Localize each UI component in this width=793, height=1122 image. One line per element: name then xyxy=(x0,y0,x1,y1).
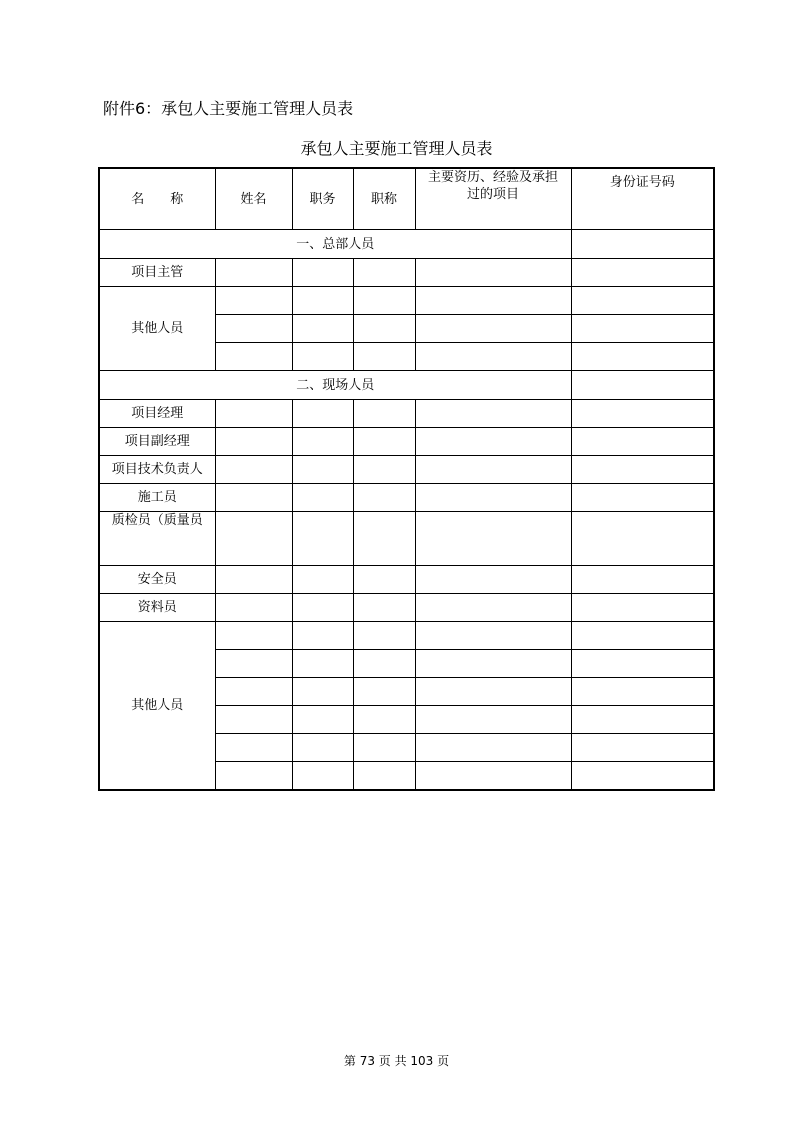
table-cell xyxy=(415,678,571,706)
table-cell xyxy=(353,259,415,287)
table-cell xyxy=(353,650,415,678)
table-cell xyxy=(415,512,571,566)
table-cell xyxy=(571,622,714,650)
role-project-director: 项目主管 xyxy=(99,259,215,287)
table-cell xyxy=(292,650,353,678)
table-cell xyxy=(353,456,415,484)
page-footer: 第 73 页 共 103 页 xyxy=(343,1054,450,1068)
table-cell xyxy=(215,706,292,734)
table-cell xyxy=(292,622,353,650)
table-cell xyxy=(571,678,714,706)
table-cell xyxy=(415,456,571,484)
table-cell xyxy=(353,315,415,343)
table-cell xyxy=(215,678,292,706)
table-cell xyxy=(292,566,353,594)
header-qualifications-line2: 过的项目 xyxy=(466,187,519,202)
role-deputy-manager: 项目副经理 xyxy=(99,428,215,456)
table-cell xyxy=(415,400,571,428)
table-cell xyxy=(571,734,714,762)
table-row xyxy=(99,622,714,650)
table-row xyxy=(99,594,714,622)
header-qualifications xyxy=(415,168,571,230)
header-name: 姓名 xyxy=(215,168,292,230)
table-cell xyxy=(571,428,714,456)
table-cell xyxy=(571,456,714,484)
table-cell xyxy=(292,762,353,791)
table-cell xyxy=(292,734,353,762)
role-project-manager: 项目经理 xyxy=(99,400,215,428)
table-cell xyxy=(353,343,415,371)
table-cell xyxy=(292,484,353,512)
table-row xyxy=(99,400,714,428)
table-cell xyxy=(292,678,353,706)
section-row-site xyxy=(99,371,714,400)
table-cell xyxy=(571,512,714,566)
table-cell xyxy=(571,650,714,678)
table-cell xyxy=(415,484,571,512)
table-row xyxy=(99,456,714,484)
table-cell xyxy=(215,484,292,512)
table-cell xyxy=(571,371,714,400)
table-cell xyxy=(292,259,353,287)
table-cell xyxy=(571,566,714,594)
table-cell xyxy=(215,512,292,566)
table-cell xyxy=(215,428,292,456)
table-cell xyxy=(292,706,353,734)
table-cell xyxy=(215,566,292,594)
table-cell xyxy=(415,594,571,622)
table-cell xyxy=(353,566,415,594)
role-technical-lead: 项目技术负责人 xyxy=(99,456,215,484)
header-title: 职称 xyxy=(353,168,415,230)
table-cell xyxy=(353,734,415,762)
table-cell xyxy=(215,762,292,791)
table-row xyxy=(99,484,714,512)
table-cell xyxy=(292,594,353,622)
table-cell xyxy=(353,762,415,791)
table-cell xyxy=(353,287,415,315)
table-cell xyxy=(571,259,714,287)
table-cell xyxy=(353,594,415,622)
table-cell xyxy=(415,650,571,678)
table-cell xyxy=(353,678,415,706)
table-cell xyxy=(353,400,415,428)
table-cell xyxy=(571,287,714,315)
table-cell xyxy=(292,428,353,456)
header-role: 名 称 xyxy=(99,168,215,230)
table-cell xyxy=(292,315,353,343)
table-row xyxy=(99,428,714,456)
table-cell xyxy=(292,343,353,371)
section-row-headquarters xyxy=(99,230,714,259)
table-cell xyxy=(571,343,714,371)
section-headquarters: 一、总部人员 xyxy=(99,230,571,259)
table-cell xyxy=(571,484,714,512)
table-title: 承包人主要施工管理人员表 xyxy=(300,139,493,158)
table-cell xyxy=(215,456,292,484)
table-cell xyxy=(415,734,571,762)
table-cell xyxy=(571,594,714,622)
table-cell xyxy=(215,622,292,650)
table-cell xyxy=(292,400,353,428)
table-cell xyxy=(353,622,415,650)
table-cell xyxy=(571,762,714,791)
table-cell xyxy=(353,706,415,734)
table-cell xyxy=(292,456,353,484)
table-cell xyxy=(415,566,571,594)
table-cell xyxy=(215,734,292,762)
role-quality-inspector: 质检员（质量员 xyxy=(99,512,215,566)
table-cell xyxy=(215,287,292,315)
table-cell xyxy=(571,230,714,259)
role-site-other: 其他人员 xyxy=(99,622,215,791)
table-cell xyxy=(215,259,292,287)
table-cell xyxy=(571,400,714,428)
role-hq-other: 其他人员 xyxy=(99,287,215,371)
table-cell xyxy=(415,706,571,734)
header-qualifications-line1: 主要资历、经验及承担 xyxy=(427,170,558,185)
table-cell xyxy=(571,315,714,343)
table-cell xyxy=(571,706,714,734)
staff-table xyxy=(98,167,715,791)
table-cell xyxy=(353,428,415,456)
role-safety-officer: 安全员 xyxy=(99,566,215,594)
table-cell xyxy=(415,259,571,287)
table-cell xyxy=(292,287,353,315)
table-cell xyxy=(215,650,292,678)
table-cell xyxy=(215,315,292,343)
section-site: 二、现场人员 xyxy=(99,371,571,400)
table-cell xyxy=(415,622,571,650)
table-cell xyxy=(353,484,415,512)
header-id-number: 身份证号码 xyxy=(571,168,714,230)
role-constructor: 施工员 xyxy=(99,484,215,512)
attachment-heading: 附件6：承包人主要施工管理人员表 xyxy=(103,99,354,118)
table-cell xyxy=(415,762,571,791)
table-cell xyxy=(415,428,571,456)
role-document-officer: 资料员 xyxy=(99,594,215,622)
table-row xyxy=(99,512,714,566)
table-row xyxy=(99,566,714,594)
header-position: 职务 xyxy=(292,168,353,230)
table-cell xyxy=(353,512,415,566)
table-cell xyxy=(215,400,292,428)
table-cell xyxy=(292,512,353,566)
table-cell xyxy=(415,315,571,343)
header-row xyxy=(99,168,714,230)
table-cell xyxy=(415,343,571,371)
table-cell xyxy=(215,594,292,622)
table-cell xyxy=(415,287,571,315)
table-cell xyxy=(215,343,292,371)
table-row xyxy=(99,259,714,287)
table-row xyxy=(99,287,714,315)
